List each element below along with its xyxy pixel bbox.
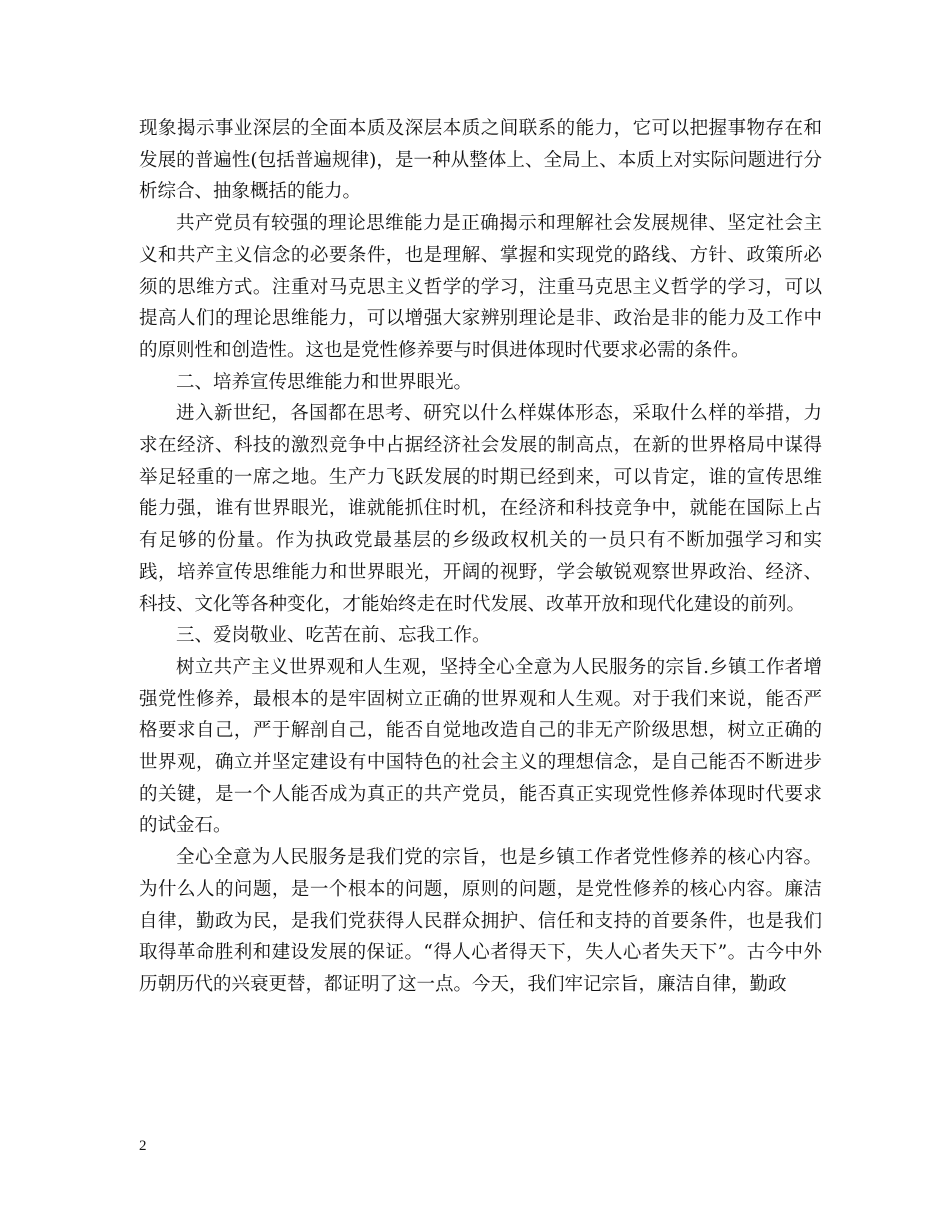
section-heading-2: 二、培养宣传思维能力和世界眼光。 [176,371,473,393]
paragraph-2: 共产党员有较强的理论思维能力是正确揭示和理解社会发展规律、坚定社会主义和共产主义信念的必要条件，也是理解、掌握和实现党的路线、方针、政策所必须的思维方式。注重对马克思主义哲学的学习，注重马克思主义哲学的学习，可以提高人们的理论思维能力，可以增强大家辨别理论是非、政治是非的能力及工作中的原则性和创造性。这也是党性修养要与时俱进体现时代要求必需的条件。 [139,213,822,361]
paragraph-5: 全心全意为人民服务是我们党的宗旨，也是乡镇工作者党性修养的核心内容。为什么人的问题，是一个根本的问题，原则的问题，是党性修养的核心内容。廉洁自律，勤政为民，是我们党获得人民群众拥护、信任和支持的首要条件，也是我们取得革命胜利和建设发展的保证。“得人心者得天下，失人心者失天下”。古今中外历朝历代的兴衰更替，都证明了这一点。今天，我们牢记宗旨，廉洁自律，勤政 [139,847,822,995]
paragraph-4: 树立共产主义世界观和人生观，坚持全心全意为人民服务的宗旨.乡镇工作者增强党性修养，最根本的是牢固树立正确的世界观和人生观。对于我们来说，能否严格要求自己，严于解剖自己，能否自觉地改造自己的非无产阶级思想，树立正确的世界观，确立并坚定建设有中国特色的社会主义的理想信念，是自己能否不断进步的关键，是一个人能否成为真正的共产党员，能否真正实现党性修养体现时代要求的试金石。 [139,656,822,837]
document-body [139,113,822,1001]
paragraph-3: 进入新世纪，各国都在思考、研究以什么样媒体形态，采取什么样的举措，力求在经济、科技的激烈竞争中占据经济社会发展的制高点，在新的世界格局中谋得举足轻重的一席之地。生产力飞跃发展的时期已经到来，可以肯定，谁的宣传思维能力强，谁有世界眼光，谁就能抓住时机，在经济和科技竞争中，就能在国际上占有足够的份量。作为执政党最基层的乡级政权机关的一员只有不断加强学习和实践，培养宣传思维能力和世界眼光，开阔的视野，学会敏锐观察世界政治、经济、科技、文化等各种变化，才能始终走在时代发展、改革开放和现代化建设的前列。 [139,403,822,615]
page-number: 2 [139,1138,147,1154]
section-heading-3: 三、爱岗敬业、吃苦在前、忘我工作。 [176,625,491,647]
paragraph-1: 现象揭示事业深层的全面本质及深层本质之间联系的能力，它可以把握事物存在和发展的普遍性(包括普遍规律)，是一种从整体上、全局上、本质上对实际问题进行分析综合、抽象概括的能力。 [139,118,822,203]
